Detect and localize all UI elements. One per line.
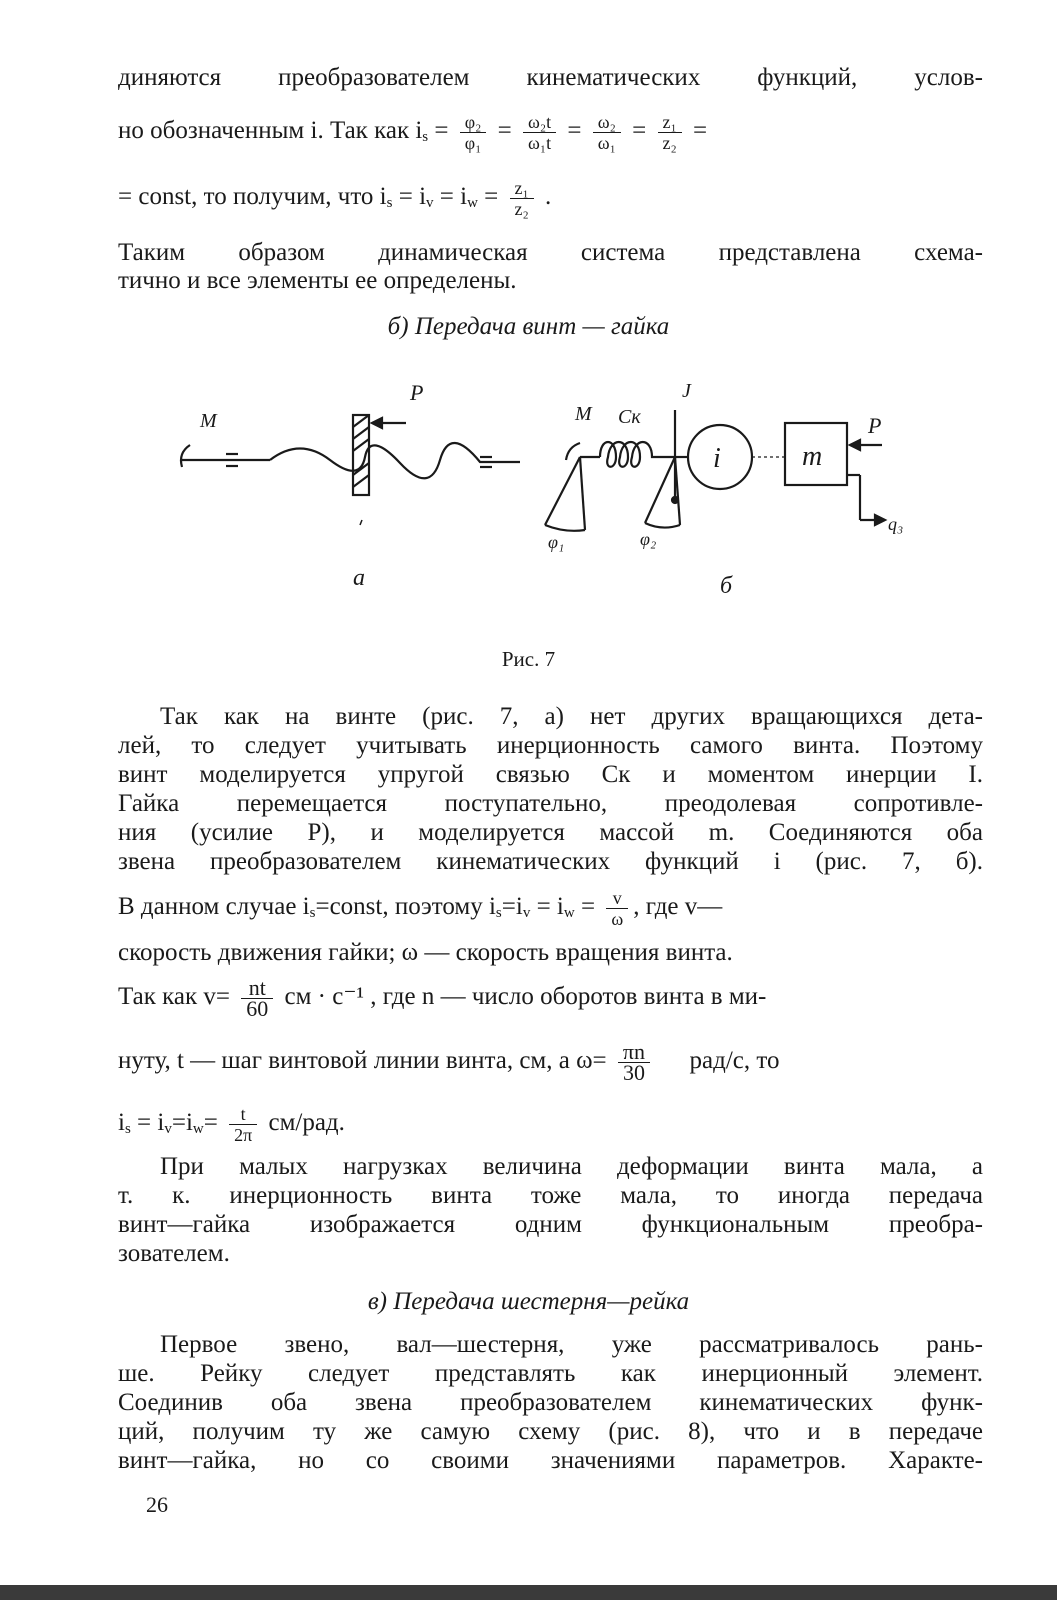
label-moment: М bbox=[200, 410, 217, 432]
section-title: б) Передача винт — гайка bbox=[387, 313, 670, 340]
text-fragment: В данном случае i bbox=[118, 893, 310, 921]
spring-ck bbox=[600, 442, 675, 467]
screw-wave bbox=[270, 443, 520, 478]
equals: = bbox=[434, 117, 449, 145]
subscript: w bbox=[467, 195, 478, 212]
equals: = bbox=[497, 117, 512, 145]
equals: = bbox=[632, 117, 647, 145]
formula-line bbox=[118, 178, 551, 219]
text-fragment: = i bbox=[392, 183, 427, 211]
equals: = bbox=[171, 1109, 186, 1137]
label-phi1: φ₁ bbox=[548, 532, 565, 552]
equals: = bbox=[567, 117, 582, 145]
denominator: ω bbox=[611, 909, 624, 929]
numerator: v bbox=[606, 888, 628, 909]
subscript: w bbox=[192, 1121, 204, 1138]
moment-arrow bbox=[566, 443, 580, 460]
text-line: ций, получим ту же самую схему (рис. 8), что и в передаче bbox=[118, 1418, 983, 1445]
text-line: винт—гайка изображается одним функциональным преобра- bbox=[118, 1211, 983, 1238]
formula-line bbox=[118, 975, 767, 1021]
denominator: z₂ bbox=[514, 199, 529, 219]
fraction-omega-t bbox=[523, 112, 556, 153]
label-ck: Cк bbox=[618, 406, 641, 428]
equals: = bbox=[203, 1109, 218, 1137]
screw-nut-diagram bbox=[181, 415, 520, 525]
formula-line: В данном случае $i_s=const$, поэтому $i_s=i_v = i_w$ = $\frac{v}{\omega}$ , где v— bbox=[118, 888, 723, 929]
subscript: s bbox=[124, 1121, 131, 1138]
text-fragment: но обозначенным i. Так как i bbox=[118, 117, 423, 145]
text-fragment: =const, поэтому i bbox=[315, 893, 496, 921]
subscript: s bbox=[386, 195, 393, 212]
text-fragment: , где v— bbox=[633, 893, 723, 921]
text-line: Таким образом динамическая система представлена схема- bbox=[118, 239, 983, 266]
numerator: πn bbox=[618, 1042, 650, 1063]
equals: = bbox=[501, 893, 516, 921]
subscript: v bbox=[522, 905, 531, 922]
numerator: z₁ bbox=[510, 178, 534, 199]
text-line: звена преобразователем кинематических функций i (рис. 7, б). bbox=[118, 848, 983, 875]
denominator: 2π bbox=[234, 1125, 253, 1145]
text-line: Гайка перемещается поступательно, преодолевая сопротивле- bbox=[118, 790, 983, 817]
text-fragment: см · с⁻¹ , где n — число оборотов винта в ми- bbox=[284, 983, 767, 1011]
label-force: P bbox=[410, 380, 424, 405]
fraction-pin-30 bbox=[618, 1039, 650, 1085]
text-line: Так как на винте (рис. 7, а) нет других вращающихся дета- bbox=[160, 703, 983, 730]
fraction-z bbox=[510, 178, 534, 219]
denominator: ω₁t bbox=[528, 133, 552, 153]
text-fragment: = const, то получим, что i bbox=[118, 183, 387, 211]
nut-block bbox=[353, 415, 369, 495]
text-line: скорость движения гайки; ω — скорость вращения винта. bbox=[118, 939, 733, 966]
label-j: J bbox=[682, 380, 691, 402]
section-title: в) Передача шестерня—рейка bbox=[367, 1288, 690, 1315]
formula-line bbox=[118, 112, 707, 153]
text-line: При малых нагрузках величина деформации винта мала, а bbox=[160, 1153, 983, 1180]
text-line: Первое звено, вал—шестерня, уже рассматривалось рань- bbox=[160, 1331, 983, 1358]
label-q3: q₃ bbox=[888, 514, 904, 534]
text-fragment: Так как v= bbox=[118, 983, 230, 1011]
text-line: ше. Рейку следует представлять как инерционный элемент. bbox=[118, 1360, 983, 1387]
text-fragment: нуту, t — шаг винтовой линии винта, см, а ω= bbox=[118, 1047, 607, 1075]
figure-7 bbox=[160, 375, 920, 615]
formula-line bbox=[118, 1039, 780, 1085]
fraction-z bbox=[658, 112, 682, 153]
text-line: лей, то следует учитывать инерционность самого винта. Поэтому bbox=[118, 732, 983, 759]
numerator: z₁ bbox=[658, 112, 682, 133]
text-fragment: рад/с, то bbox=[689, 1047, 780, 1075]
subscript: s bbox=[309, 905, 316, 922]
equals: = bbox=[484, 183, 499, 211]
equals: = bbox=[693, 117, 708, 145]
subscript: s bbox=[422, 129, 429, 146]
formula-line: $i_s = i_v=i_w=$ $\frac{t}{2\pi}$ см/рад. bbox=[118, 1104, 345, 1145]
text-fragment: = i bbox=[433, 183, 468, 211]
label-m: m bbox=[802, 441, 823, 472]
fraction-v-omega bbox=[606, 888, 628, 929]
text-line: винт—гайка, но со своими значениями параметров. Характе- bbox=[118, 1447, 983, 1474]
text-line: т. к. инерционность винта тоже мала, то иногда передача bbox=[118, 1182, 983, 1209]
subscript: v bbox=[426, 195, 434, 212]
numerator: nt bbox=[241, 978, 273, 999]
numerator: t bbox=[229, 1104, 257, 1125]
text-line: тично и все элементы ее определены. bbox=[118, 267, 517, 294]
equals: = bbox=[137, 1109, 152, 1137]
numerator: ω₂t bbox=[523, 112, 556, 133]
page-number: 26 bbox=[146, 1492, 168, 1517]
fraction-t-2pi bbox=[229, 1104, 257, 1145]
denominator: 30 bbox=[622, 1060, 645, 1085]
moment-arrow bbox=[181, 445, 190, 467]
label-moment: М bbox=[575, 403, 592, 425]
figure-caption: Рис. 7 bbox=[501, 647, 556, 671]
text-fragment: i bbox=[118, 1109, 125, 1137]
numerator: ω₂ bbox=[593, 112, 621, 133]
label-phi2: φ₂ bbox=[640, 529, 657, 549]
label-i: i bbox=[713, 443, 721, 474]
equals: = bbox=[536, 893, 551, 921]
text-line: диняются преобразователем кинематических функций, услов- bbox=[118, 64, 983, 91]
equals: = bbox=[580, 893, 596, 921]
fraction-phi bbox=[460, 112, 487, 153]
scan-border bbox=[0, 1585, 1057, 1600]
fraction-omega bbox=[593, 112, 621, 153]
text-line: зователем. bbox=[118, 1240, 230, 1267]
angle-phi2 bbox=[645, 457, 675, 523]
subscript: w bbox=[563, 905, 575, 922]
text-line: винт моделируется упругой связью Cк и моментом инерции I. bbox=[118, 761, 983, 788]
label-a: а bbox=[353, 565, 365, 591]
text-line: Соединив оба звена преобразователем кинематических функ- bbox=[118, 1389, 983, 1416]
fraction-nt-60 bbox=[241, 975, 273, 1021]
label-force: P bbox=[868, 413, 882, 438]
text-line: ния (усилие P), и моделируется массой m. Соединяются оба bbox=[118, 819, 983, 846]
period: . bbox=[545, 183, 552, 211]
subscript: v bbox=[164, 1121, 172, 1138]
denominator: z₂ bbox=[662, 133, 677, 153]
denominator: ω₁ bbox=[597, 133, 616, 153]
angle-phi1 bbox=[545, 457, 580, 525]
subscript: s bbox=[495, 905, 502, 922]
denominator: 60 bbox=[246, 996, 269, 1021]
denominator: φ₁ bbox=[464, 133, 482, 153]
numerator: φ₂ bbox=[460, 112, 487, 133]
text-fragment: см/рад. bbox=[268, 1109, 345, 1137]
label-b: б bbox=[720, 573, 733, 599]
